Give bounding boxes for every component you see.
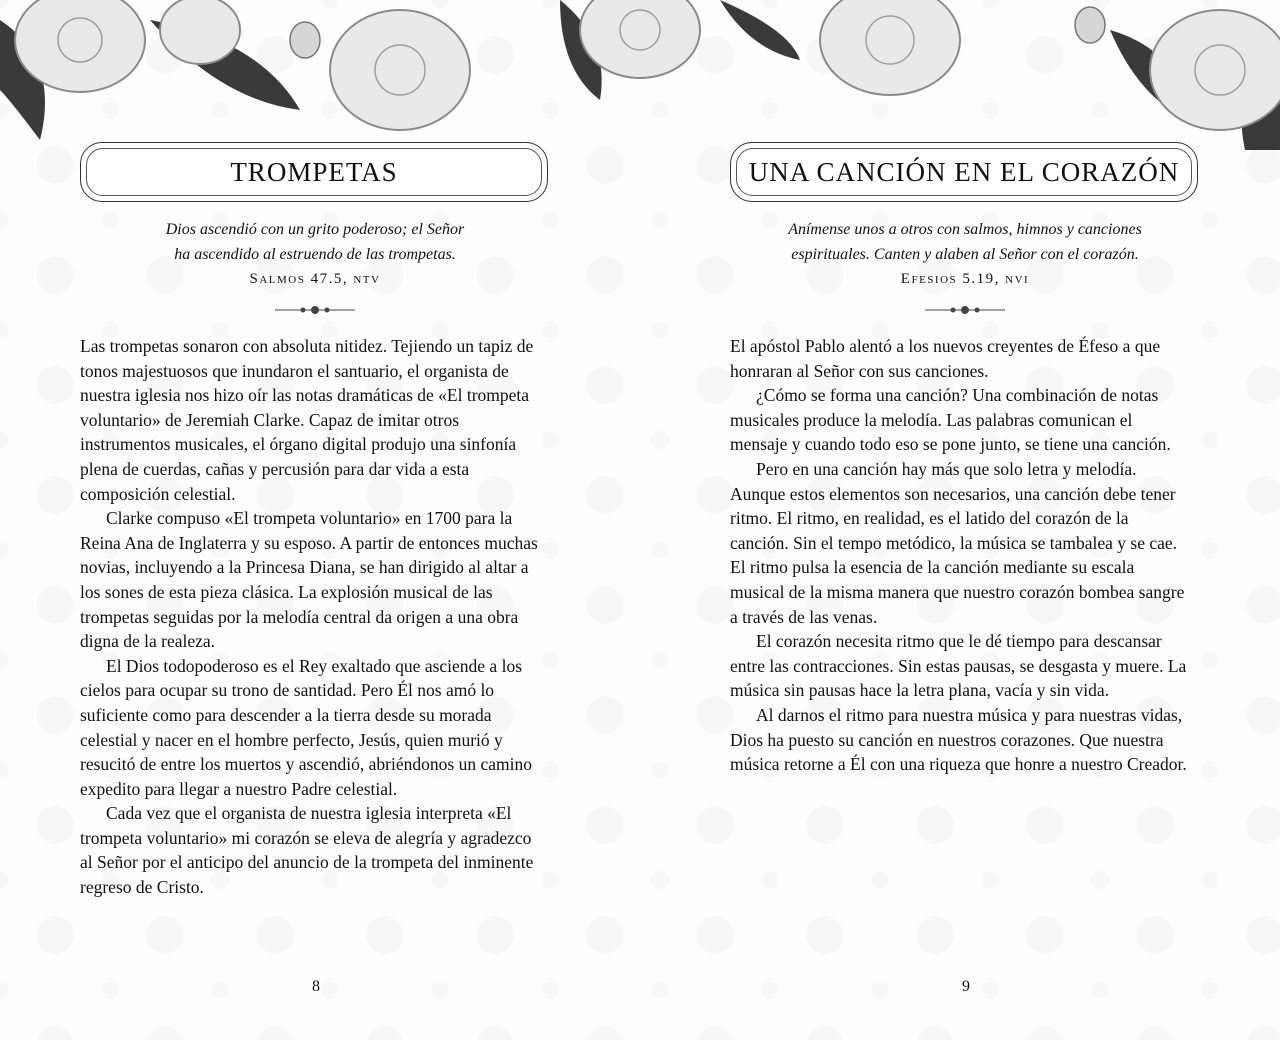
title-frame bbox=[730, 142, 1198, 202]
title-frame bbox=[80, 142, 548, 202]
paragraph: Las trompetas sonaron con absoluta nitidez. Tejiendo un tapiz de tonos majestuosos que inundaron el santuario, el organista de nuestra iglesia nos hizo oír las notas dramáticas de «El trompeta voluntario» de Jeremiah Clarke. Capaz de imitar otros instrumentos musicales, el órgano digital produjo una sinfonía plena de cuerdas, cañas y percusión para dar vida a esta composición celestial. bbox=[80, 336, 534, 504]
divider-ornament-icon bbox=[915, 300, 1015, 320]
body-text bbox=[80, 334, 540, 900]
epigraph-line: Anímense unos a otros con salmos, himnos y canciones bbox=[788, 221, 1142, 238]
paragraph: Clarke compuso «El trompeta voluntario» en 1700 para la Reina Ana de Inglaterra y su esposo. A partir de entonces muchas novias, incluyendo a la Princesa Diana, se han dirigido al altar a los sones de esta pieza clásica. La explosión musical de las trompetas seguidas por la melodía central da origen a una obra digna de la realeza. bbox=[80, 508, 538, 652]
epigraph bbox=[80, 217, 550, 291]
page-title: UNA CANCIÓN EN EL CORAZÓN bbox=[748, 157, 1180, 187]
page-number: 8 bbox=[312, 978, 320, 995]
paragraph: El apóstol Pablo alentó a los nuevos creyentes de Éfeso a que honraran al Señor con sus canciones. bbox=[730, 336, 1161, 381]
epigraph bbox=[730, 217, 1200, 291]
epigraph-line: espirituales. Canten y alaben al Señor con el corazón. bbox=[791, 246, 1139, 263]
page-number: 9 bbox=[962, 978, 970, 995]
scripture-reference: Salmos 47.5, ntv bbox=[249, 271, 381, 287]
body-text bbox=[730, 334, 1190, 777]
epigraph-line: Dios ascendió con un grito poderoso; el Señor bbox=[165, 221, 465, 238]
scripture-reference: Efesios 5.19, nvi bbox=[900, 271, 1030, 287]
epigraph-line: ha ascendido al estruendo de las trompetas. bbox=[174, 246, 456, 263]
paragraph: Al darnos el ritmo para nuestra música y para nuestras vidas, Dios ha puesto su canción en nuestros corazones. Que nuestra música retorne a Él con una riqueza que honre a nuestro Creador. bbox=[730, 704, 1187, 775]
right-page bbox=[730, 0, 1200, 1040]
divider-ornament-icon bbox=[265, 300, 365, 320]
paragraph: Pero en una canción hay más que solo letra y melodía. Aunque estos elementos son necesarios, una canción debe tener ritmo. El ritmo, en realidad, es el latido del corazón de la canción. Sin el tempo metódico, la música se tambalea y se cae. El ritmo pulsa la esencia de la canción mediante su escala musical de la misma manera que nuestro corazón bombea sangre a través de las venas. bbox=[730, 458, 1185, 627]
page-title: TROMPETAS bbox=[230, 157, 398, 187]
paragraph: ¿Cómo se forma una canción? Una combinación de notas musicales produce la melodía. Las palabras comunican el mensaje y cuando todo eso se pone junto, se tiene una canción. bbox=[730, 385, 1171, 455]
left-page bbox=[80, 0, 550, 1040]
paragraph: El Dios todopoderoso es el Rey exaltado que asciende a los cielos para ocupar su trono de santidad. Pero Él nos amó lo suficiente como para descender a la tierra desde su morada celestial y nacer en el hombre perfecto, Jesús, quien murió y resucitó de entre los muertos y ascendió, abriéndonos un camino expedito para llegar a nuestro Padre celestial. bbox=[80, 655, 532, 799]
paragraph: Cada vez que el organista de nuestra iglesia interpreta «El trompeta voluntario» mi corazón se eleva de alegría y agradezco al Señor por el anticipo del anuncio de la trompeta del inminente regreso de Cristo. bbox=[80, 803, 534, 898]
paragraph: El corazón necesita ritmo que le dé tiempo para descansar entre las contracciones. Sin estas pausas, se desgasta y muere. La música sin pausas hace la letra plana, vacía y sin vida. bbox=[730, 631, 1187, 701]
